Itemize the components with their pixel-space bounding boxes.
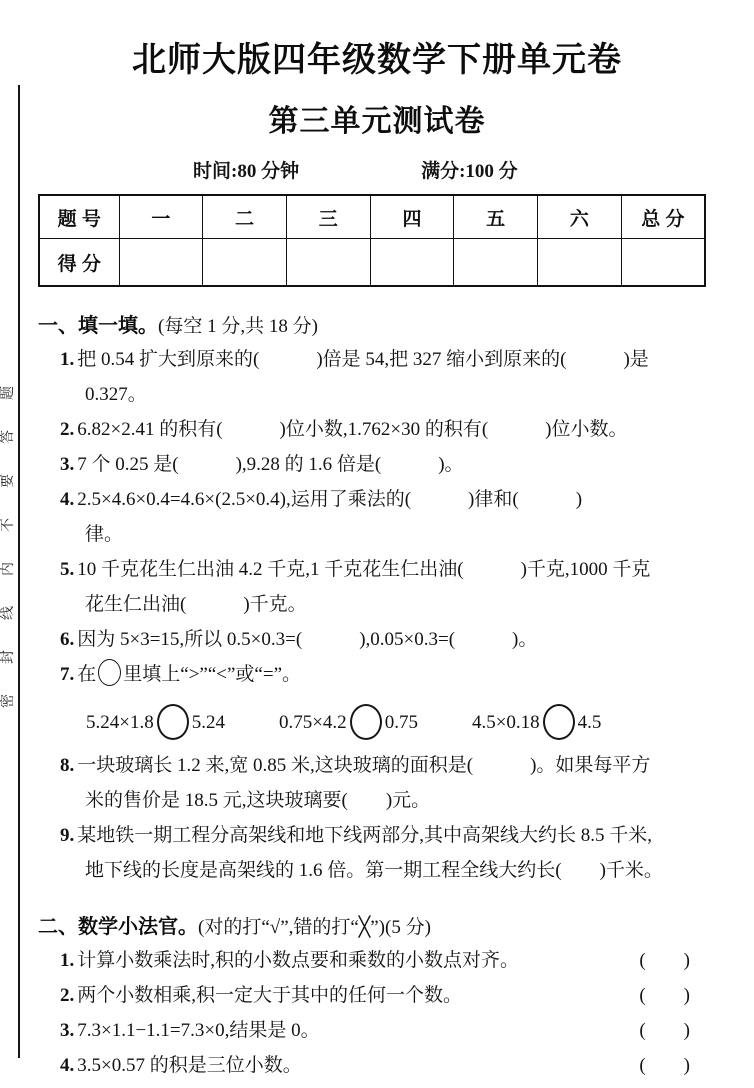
question-number: 2. <box>60 419 75 440</box>
question-number: 4. <box>60 489 75 510</box>
question-line <box>38 342 716 377</box>
question-text: 0.327。 <box>85 384 147 405</box>
question-number: 3. <box>60 1020 75 1041</box>
answer-parens: ( ) <box>639 1055 690 1076</box>
score-table-header-cell: 三 <box>286 195 370 239</box>
question-text: 里填上“>”“<”或“=”。 <box>123 664 302 685</box>
question-text: 某地铁一期工程分高架线和地下线两部分,其中高架线大约长 8.5 千米, <box>77 825 653 846</box>
score-cell <box>538 239 622 287</box>
score-cell <box>119 239 203 287</box>
question-sections <box>38 311 716 1083</box>
question-line <box>38 657 716 692</box>
score-table-header-cell: 一 <box>119 195 203 239</box>
judge-question-text <box>60 1048 302 1083</box>
section-2 <box>38 912 716 1083</box>
compare-item <box>86 704 225 740</box>
compare-right-value: 5.24 <box>191 711 225 733</box>
judge-question-row <box>38 1013 716 1048</box>
score-cell <box>621 239 705 287</box>
judge-question-row <box>38 978 716 1013</box>
section-heading-note: (每空 1 分,共 18 分) <box>158 316 318 337</box>
score-table-header-cell: 六 <box>538 195 622 239</box>
score-cell <box>203 239 287 287</box>
compare-row <box>38 704 716 740</box>
score-table <box>38 194 706 287</box>
question-line <box>38 377 716 412</box>
question-line <box>38 412 716 447</box>
score-table-header-cell: 题 号 <box>39 195 119 239</box>
seal-char: 线 <box>0 606 16 620</box>
seal-char: 答 <box>0 430 16 444</box>
judge-question-text <box>60 978 462 1013</box>
question-line <box>38 853 716 888</box>
section-1 <box>38 311 716 888</box>
judge-question-row <box>38 1048 716 1083</box>
question-line <box>38 517 716 552</box>
seal-line-text <box>0 386 17 708</box>
answer-parens: ( ) <box>639 985 690 1006</box>
circle-blank <box>157 704 189 740</box>
question-text: 米的售价是 18.5 元,这块玻璃要( )元。 <box>85 790 431 811</box>
question-number: 6. <box>60 629 75 650</box>
question-number: 7. <box>60 664 75 685</box>
full-score-label: 满分:100 分 <box>421 161 518 182</box>
question-text: 一块玻璃长 1.2 来,宽 0.85 米,这块玻璃的面积是( )。如果每平方 <box>77 755 651 776</box>
seal-char: 要 <box>0 474 16 488</box>
answer-parens: ( ) <box>639 950 690 971</box>
question-line <box>38 482 716 517</box>
compare-left-expression: 4.5×0.18 <box>471 711 540 733</box>
compare-right-value: 4.5 <box>577 711 602 733</box>
question-text: 6.82×2.41 的积有( )位小数,1.762×30 的积有( )位小数。 <box>77 419 628 440</box>
question-number: 5. <box>60 559 75 580</box>
score-cell <box>370 239 454 287</box>
judge-question-text <box>60 943 519 978</box>
score-cell <box>286 239 370 287</box>
score-table-header-cell: 总 分 <box>621 195 705 239</box>
question-text: 律。 <box>85 524 124 545</box>
question-line <box>38 622 716 657</box>
question-text: 3.5×0.57 的积是三位小数。 <box>77 1055 302 1076</box>
question-number: 1. <box>60 950 75 971</box>
judge-question-row <box>38 943 716 978</box>
question-text: 计算小数乘法时,积的小数点要和乘数的小数点对齐。 <box>77 950 520 971</box>
time-limit-label: 时间:80 分钟 <box>193 161 300 182</box>
section-heading-note: (对的打“√”,错的打“╳”)(5 分) <box>198 917 431 938</box>
question-text: 10 千克花生仁出油 4.2 千克,1 千克花生仁出油( )千克,1000 千克 <box>77 559 651 580</box>
question-line <box>38 783 716 818</box>
page-title: 北师大版四年级数学下册单元卷 <box>132 41 622 79</box>
section-heading-title: 一、填一填。 <box>38 315 158 337</box>
circle-blank <box>350 704 382 740</box>
question-number: 3. <box>60 454 75 475</box>
score-table-score-row <box>39 239 705 287</box>
exam-info-row <box>38 156 716 180</box>
question-line <box>38 818 716 853</box>
question-text: 7.3×1.1−1.1=7.3×0,结果是 0。 <box>77 1020 320 1041</box>
question-number: 1. <box>60 349 75 370</box>
section-heading-title: 二、数学小法官。 <box>38 916 198 938</box>
question-number: 4. <box>60 1055 75 1076</box>
seal-char: 封 <box>0 650 16 664</box>
seal-line-rule <box>18 85 20 1058</box>
compare-left-expression: 5.24×1.8 <box>86 711 154 733</box>
question-number: 8. <box>60 755 75 776</box>
judge-question-text <box>60 1013 320 1048</box>
question-line <box>38 552 716 587</box>
seal-char: 题 <box>0 386 16 400</box>
question-text: 7 个 0.25 是( ),9.28 的 1.6 倍是( )。 <box>77 454 464 475</box>
compare-item <box>472 704 601 740</box>
page-subtitle: 第三单元测试卷 <box>268 105 486 138</box>
question-line <box>38 447 716 482</box>
compare-left-expression: 0.75×4.2 <box>278 711 347 733</box>
score-table-header-row <box>39 195 705 239</box>
score-table-header-cell: 四 <box>370 195 454 239</box>
question-line <box>38 748 716 783</box>
compare-right-value: 0.75 <box>384 711 418 733</box>
question-line <box>38 587 716 622</box>
section-heading <box>38 912 716 943</box>
question-number: 9. <box>60 825 75 846</box>
section-heading <box>38 311 716 342</box>
question-text: 在 <box>77 664 97 685</box>
seal-char: 不 <box>0 518 16 532</box>
answer-parens: ( ) <box>639 1020 690 1041</box>
compare-item <box>279 704 418 740</box>
score-table-header-cell: 五 <box>454 195 538 239</box>
question-number: 2. <box>60 985 75 1006</box>
seal-char: 密 <box>0 694 16 708</box>
score-table-header-cell: 二 <box>203 195 287 239</box>
question-text: 2.5×4.6×0.4=4.6×(2.5×0.4),运用了乘法的( )律和( ) <box>77 489 583 510</box>
question-text: 因为 5×3=15,所以 0.5×0.3=( ),0.05×0.3=( )。 <box>77 629 538 650</box>
circle-blank <box>98 659 121 686</box>
question-text: 两个小数相乘,积一定大于其中的任何一个数。 <box>77 985 463 1006</box>
seal-char: 内 <box>0 562 16 576</box>
score-cell <box>454 239 538 287</box>
question-text: 花生仁出油( )千克。 <box>85 594 307 615</box>
paper-content <box>38 0 716 1083</box>
question-text: 地下线的长度是高架线的 1.6 倍。第一期工程全线大约长( )千米。 <box>85 860 663 881</box>
question-text: 把 0.54 扩大到原来的( )倍是 54,把 327 缩小到原来的( )是 <box>77 349 649 370</box>
score-row-label: 得 分 <box>39 239 119 287</box>
circle-blank <box>543 704 575 740</box>
